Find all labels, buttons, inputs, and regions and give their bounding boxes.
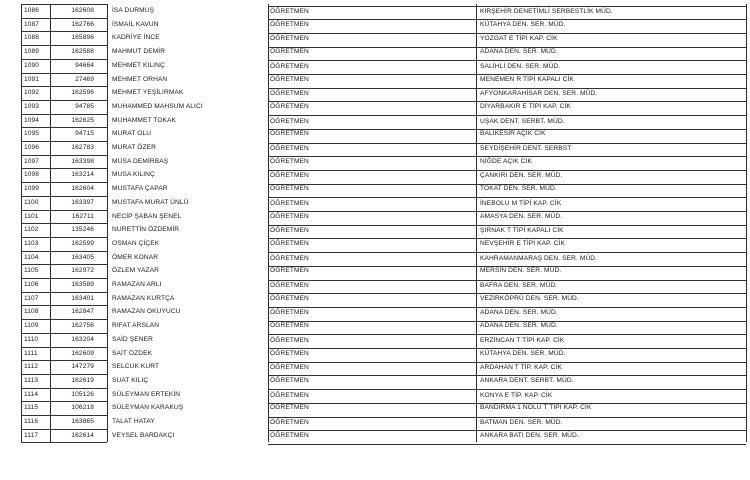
registry-number: 94785 (75, 102, 94, 110)
job-title: ÖĞRETMEN (270, 199, 309, 207)
grid-horizontal-line (476, 60, 746, 61)
grid-horizontal-line (268, 6, 476, 7)
job-title: ÖĞRETMEN (270, 419, 309, 426)
grid-horizontal-line (21, 59, 107, 60)
person-name: MEHMET KILINÇ (112, 61, 165, 69)
job-title: ÖĞRETMEN (270, 185, 309, 193)
row-number: 1101 (24, 212, 39, 220)
assigned-office: MENEMEN R TİPİ KAPALI CİK (480, 75, 574, 83)
registry-number: 162783 (71, 144, 94, 151)
grid-horizontal-line (21, 86, 107, 87)
assigned-office: NEVŞEHİR E TİPİ KAP. CİK (480, 239, 565, 247)
row-number: 1115 (24, 404, 39, 412)
job-title: ÖĞRETMEN (270, 8, 309, 15)
assigned-office: AMASYA DEN. SER. MÜD. (480, 212, 563, 220)
assigned-office: UŞAK DENT. SERBT. MÜD. (480, 117, 565, 125)
assigned-office: NİĞDE AÇIK CİK (480, 157, 532, 165)
assigned-office: MERSİN DEN. SER. MÜD. (480, 267, 562, 275)
job-title: ÖĞRETMEN (270, 212, 309, 220)
job-title: ÖĞRETMEN (270, 431, 309, 439)
row-number: 1086 (24, 7, 40, 14)
grid-horizontal-line (268, 252, 476, 253)
grid-horizontal-line (268, 211, 476, 212)
grid-horizontal-line (476, 74, 746, 75)
registry-number: 163589 (71, 281, 94, 288)
grid-horizontal-line (268, 101, 476, 102)
grid-horizontal-line (21, 45, 107, 46)
assigned-office: SALİHLİ DEN. SER. MÜD. (480, 62, 561, 70)
grid-horizontal-line (476, 444, 746, 445)
assigned-office: BALIKESİR AÇIK CİK (480, 130, 546, 138)
person-name: SELCUK KURT (112, 363, 160, 371)
grid-horizontal-line (476, 307, 746, 308)
grid-horizontal-line (268, 430, 476, 431)
grid-horizontal-line (21, 100, 107, 101)
row-number: 1102 (24, 226, 39, 234)
grid-horizontal-line (268, 60, 476, 61)
row-number: 1108 (24, 308, 39, 316)
grid-horizontal-line (476, 101, 746, 102)
assigned-office: KAHRAMANMARAŞ DEN. SER. MÜD. (480, 254, 598, 262)
grid-horizontal-line (21, 168, 107, 169)
grid-horizontal-line (21, 182, 107, 183)
row-number: 1097 (24, 157, 40, 165)
grid-horizontal-line (268, 238, 476, 239)
person-name: SUAT KILIÇ (112, 376, 149, 384)
registry-number: 165896 (71, 34, 94, 42)
registry-number: 162756 (71, 322, 94, 330)
person-name: MUSA DEMİRBAŞ (112, 157, 169, 165)
person-name: İSA DURMUŞ (112, 7, 155, 14)
grid-horizontal-line (476, 293, 746, 294)
grid-horizontal-line (268, 88, 476, 89)
grid-horizontal-line (476, 143, 746, 144)
job-title: ÖĞRETMEN (270, 336, 309, 344)
registry-number: 162609 (71, 349, 94, 357)
job-title: ÖĞRETMEN (270, 102, 309, 110)
person-name: RIFAT ARSLAN (112, 322, 160, 330)
row-number: 1111 (24, 349, 38, 357)
assigned-office: ÇANKIRI DEN. SER. MÜD. (480, 172, 563, 180)
job-title: ÖĞRETMEN (270, 309, 309, 317)
person-name: MURAT OLU (112, 130, 152, 138)
row-number: 1093 (24, 102, 40, 110)
grid-horizontal-line (268, 266, 476, 267)
grid-horizontal-line (268, 225, 476, 226)
grid-horizontal-line (476, 6, 746, 7)
registry-number: 163214 (71, 171, 94, 179)
grid-horizontal-line (476, 170, 746, 171)
person-name: KADRİYE İNCE (112, 34, 160, 42)
grid-horizontal-line (476, 403, 746, 404)
row-number: 1114 (24, 390, 39, 398)
job-title: ÖĞRETMEN (270, 157, 309, 165)
assigned-office: KÜTAHYA DEN. SER. MÜD. (480, 349, 566, 357)
grid-vertical-line (107, 4, 108, 442)
person-name: MEHMET YEŞİLIRMAK (112, 89, 184, 97)
job-title: ÖĞRETMEN (270, 62, 309, 70)
job-title: ÖĞRETMEN (270, 282, 309, 289)
grid-horizontal-line (476, 334, 746, 335)
grid-horizontal-line (476, 280, 746, 281)
assigned-office: TOKAT DEN. SER. MÜD. (480, 185, 557, 193)
row-number: 1095 (24, 130, 40, 138)
grid-horizontal-line (268, 47, 476, 48)
job-title: ÖĞRETMEN (270, 227, 309, 235)
job-title: ÖĞRETMEN (270, 364, 309, 372)
registry-number: 147279 (71, 363, 94, 371)
row-number: 1100 (24, 198, 39, 206)
grid-horizontal-line (476, 19, 746, 20)
registry-number: 163204 (71, 335, 94, 343)
grid-horizontal-line (476, 225, 746, 226)
grid-horizontal-line (476, 362, 746, 363)
grid-horizontal-line (476, 417, 746, 418)
job-title: ÖĞRETMEN (270, 172, 309, 180)
registry-number: 163865 (71, 418, 94, 425)
assigned-office: VEZİRKÖPRÜ DEN. SER. MÜD. (480, 294, 579, 302)
job-title: ÖĞRETMEN (270, 254, 309, 262)
person-name: SAİT ÖZDEK (112, 349, 153, 357)
registry-number: 162604 (71, 185, 94, 193)
row-number: 1088 (24, 34, 40, 42)
assigned-office: BANDIRMA 1 NOLU T TİPİ KAP. CİK (480, 404, 592, 412)
grid-horizontal-line (21, 196, 107, 197)
row-number: 1087 (24, 20, 40, 28)
person-name: RAMAZAN ARLI (112, 281, 162, 288)
grid-horizontal-line (21, 401, 107, 402)
grid-horizontal-line (268, 417, 476, 418)
grid-horizontal-line (476, 184, 746, 185)
job-title: ÖĞRETMEN (270, 349, 309, 357)
grid-horizontal-line (21, 278, 107, 279)
assigned-office: BATMAN DEN. SER. MÜD. (480, 419, 563, 426)
person-name: TALAT HATAY (112, 418, 155, 425)
grid-vertical-line (746, 4, 747, 442)
job-title: ÖĞRETMEN (270, 20, 309, 28)
job-title: ÖĞRETMEN (270, 267, 309, 275)
grid-horizontal-line (268, 334, 476, 335)
assigned-office: AFYONKARAHİSAR DEN. SER. MÜD. (480, 90, 598, 98)
row-number: 1096 (24, 144, 40, 151)
assigned-office: ERZİNCAN T TİPİ KAP. CİK (480, 336, 565, 344)
grid-horizontal-line (476, 211, 746, 212)
assigned-office: ARDAHAN T TİP. KAP. CİK (480, 364, 562, 372)
grid-horizontal-line (21, 388, 107, 389)
registry-number: 162625 (71, 116, 94, 124)
registry-number: 162711 (71, 212, 94, 220)
grid-horizontal-line (476, 197, 746, 198)
assigned-office: SEYDİŞEHİR DENT. SERBST (480, 145, 572, 152)
row-number: 1094 (24, 116, 40, 124)
grid-horizontal-line (21, 374, 107, 375)
assigned-office: ANKARA BATI DEN. SER. MÜD. (480, 431, 579, 439)
row-number: 1098 (24, 171, 40, 179)
grid-horizontal-line (268, 184, 476, 185)
grid-horizontal-line (268, 375, 476, 376)
person-name: ÖMER KONAR (112, 253, 159, 261)
grid-horizontal-line (21, 292, 107, 293)
grid-horizontal-line (268, 362, 476, 363)
grid-horizontal-line (268, 403, 476, 404)
person-name: RAMAZAN KURTÇA (112, 294, 175, 302)
registry-number: 162588 (71, 48, 94, 56)
grid-horizontal-line (476, 389, 746, 390)
person-name: VEYSEL BARDAKÇI (112, 431, 175, 439)
job-title: ÖĞRETMEN (270, 130, 309, 138)
job-title: ÖĞRETMEN (270, 376, 309, 384)
registry-number: 106218 (71, 404, 94, 412)
registry-number: 105126 (71, 390, 94, 398)
registry-number: 163397 (71, 198, 94, 206)
grid-horizontal-line (268, 74, 476, 75)
grid-horizontal-line (268, 170, 476, 171)
row-number: 1113 (24, 376, 39, 384)
grid-horizontal-line (21, 210, 107, 211)
row-number: 1112 (24, 363, 39, 371)
grid-horizontal-line (21, 264, 107, 265)
person-name: SÜLEYMAN KARAKUŞ (112, 404, 184, 412)
registry-number: 162847 (71, 308, 94, 316)
person-name: MEHMET ORHAN (112, 75, 168, 83)
grid-horizontal-line (21, 114, 107, 115)
grid-horizontal-line (476, 375, 746, 376)
row-number: 1099 (24, 185, 40, 193)
assigned-office: ADANA DEN. SER. MÜD. (480, 309, 558, 317)
job-title: ÖĞRETMEN (270, 294, 309, 302)
grid-horizontal-line (476, 115, 746, 116)
registry-number: 162596 (71, 89, 94, 97)
grid-horizontal-line (21, 18, 107, 19)
person-name: SAİD ŞENER (112, 335, 153, 343)
grid-horizontal-line (21, 305, 107, 306)
person-name: NECİP ŞABAN ŞENEL (112, 212, 182, 220)
assigned-office: İNEBOLU M TİPİ KAP. CİK (480, 199, 562, 207)
grid-horizontal-line (21, 141, 107, 142)
registry-number: 162599 (71, 239, 94, 247)
grid-horizontal-line (268, 348, 476, 349)
person-name: MUSA KILINÇ (112, 171, 155, 179)
row-number: 1092 (24, 89, 40, 97)
row-number: 1106 (24, 281, 39, 288)
assigned-office: ADANA DEN. SER. MÜD. (480, 48, 558, 56)
grid-horizontal-line (268, 115, 476, 116)
grid-horizontal-line (476, 156, 746, 157)
assigned-office: DİYARBAKIR E TİPİ KAP. CİK (480, 102, 571, 110)
person-name: RAMAZAN OKUYUCU (112, 308, 181, 316)
job-title: ÖĞRETMEN (270, 145, 309, 152)
grid-horizontal-line (21, 442, 107, 443)
registry-number: 94664 (75, 61, 94, 69)
grid-horizontal-line (268, 389, 476, 390)
grid-horizontal-line (476, 266, 746, 267)
grid-horizontal-line (268, 19, 476, 20)
person-name: SÜLEYMAN ERTEKİN (112, 390, 181, 398)
row-number: 1105 (24, 267, 39, 275)
person-name: İSMAİL KAVUN (112, 20, 159, 28)
person-name: OSMAN ÇİÇEK (112, 239, 160, 247)
grid-horizontal-line (21, 127, 107, 128)
grid-vertical-line (476, 4, 477, 442)
row-number: 1103 (24, 239, 39, 247)
assigned-office: ADANA DEN. SER. MÜD. (480, 322, 558, 330)
grid-horizontal-line (21, 333, 107, 334)
row-number: 1107 (24, 294, 39, 302)
row-number: 1104 (24, 253, 39, 261)
grid-horizontal-line (268, 143, 476, 144)
grid-horizontal-line (21, 415, 107, 416)
registry-number: 162614 (71, 431, 94, 439)
person-name: MUSTAFA ÇAPAR (112, 185, 168, 193)
grid-horizontal-line (268, 307, 476, 308)
registry-number: 162972 (71, 267, 94, 275)
assigned-office: ANKARA DENT. SERBT. MÜD. (480, 376, 574, 384)
grid-horizontal-line (476, 252, 746, 253)
grid-horizontal-line (476, 238, 746, 239)
grid-horizontal-line (268, 321, 476, 322)
grid-horizontal-line (268, 33, 476, 34)
grid-horizontal-line (21, 73, 107, 74)
grid-horizontal-line (21, 223, 107, 224)
person-name: MUHAMMED MAHSUM ALICI (112, 102, 203, 110)
grid-horizontal-line (268, 293, 476, 294)
job-title: ÖĞRETMEN (270, 75, 309, 83)
assigned-office: KIRŞEHİR DENETİMLİ SERBESTLİK MÜD. (480, 8, 613, 15)
job-title: ÖĞRETMEN (270, 322, 309, 330)
registry-number: 27469 (75, 75, 94, 83)
grid-horizontal-line (476, 129, 746, 130)
assigned-office: BAFRA DEN. SER. MÜD. (480, 282, 558, 289)
registry-number: 162608 (71, 7, 94, 14)
assigned-office: YOZGAT E TİPİ KAP. CİK (480, 35, 558, 43)
registry-number: 162619 (71, 376, 94, 384)
job-title: ÖĞRETMEN (270, 391, 309, 399)
registry-number: 162766 (71, 20, 94, 28)
grid-horizontal-line (21, 360, 107, 361)
person-name: MURAT ÖZER (112, 144, 156, 151)
grid-horizontal-line (476, 88, 746, 89)
assigned-office: KONYA E TİP. KAP. CİK (480, 391, 553, 399)
assigned-office: ŞIRNAK T TİPİ KAPALI CİK (480, 227, 564, 235)
grid-horizontal-line (476, 348, 746, 349)
grid-horizontal-line (268, 444, 476, 445)
job-title: ÖĞRETMEN (270, 239, 309, 247)
grid-horizontal-line (21, 319, 107, 320)
grid-horizontal-line (268, 197, 476, 198)
job-title: ÖĞRETMEN (270, 90, 309, 98)
grid-horizontal-line (476, 430, 746, 431)
grid-vertical-line (268, 4, 269, 442)
registry-number: 94715 (75, 130, 94, 138)
grid-horizontal-line (21, 4, 107, 5)
grid-horizontal-line (21, 429, 107, 430)
row-number: 1091 (24, 75, 40, 83)
person-name: NURETTİN ÖZDEMİR (112, 226, 180, 234)
grid-horizontal-line (21, 251, 107, 252)
grid-horizontal-line (21, 237, 107, 238)
job-title: ÖĞRETMEN (270, 48, 309, 56)
person-name: MUSTAFA MURAT ÜNLÜ (112, 198, 189, 206)
job-title: ÖĞRETMEN (270, 35, 309, 43)
assigned-office: KÜTAHYA DEN. SER. MÜD. (480, 20, 566, 28)
row-number: 1110 (24, 335, 39, 343)
grid-horizontal-line (21, 347, 107, 348)
registry-number: 163401 (71, 294, 94, 302)
row-number: 1090 (24, 61, 40, 69)
job-title: ÖĞRETMEN (270, 404, 309, 412)
row-number: 1116 (24, 418, 39, 425)
grid-horizontal-line (21, 31, 107, 32)
grid-horizontal-line (268, 129, 476, 130)
person-name: ÖZLEM YAZAR (112, 267, 160, 275)
job-title: ÖĞRETMEN (270, 117, 309, 125)
grid-horizontal-line (476, 33, 746, 34)
grid-horizontal-line (476, 321, 746, 322)
grid-horizontal-line (21, 155, 107, 156)
registry-number: 135246 (71, 226, 94, 234)
grid-horizontal-line (268, 280, 476, 281)
registry-number: 163405 (71, 253, 94, 261)
grid-horizontal-line (268, 156, 476, 157)
person-name: MAHMUT DEMİR (112, 48, 166, 56)
row-number: 1089 (24, 48, 40, 56)
row-number: 1109 (24, 322, 39, 330)
person-name: MUHAMMET TOKAK (112, 116, 177, 124)
registry-number: 163398 (71, 157, 94, 165)
grid-horizontal-line (476, 47, 746, 48)
row-number: 1117 (24, 431, 39, 439)
